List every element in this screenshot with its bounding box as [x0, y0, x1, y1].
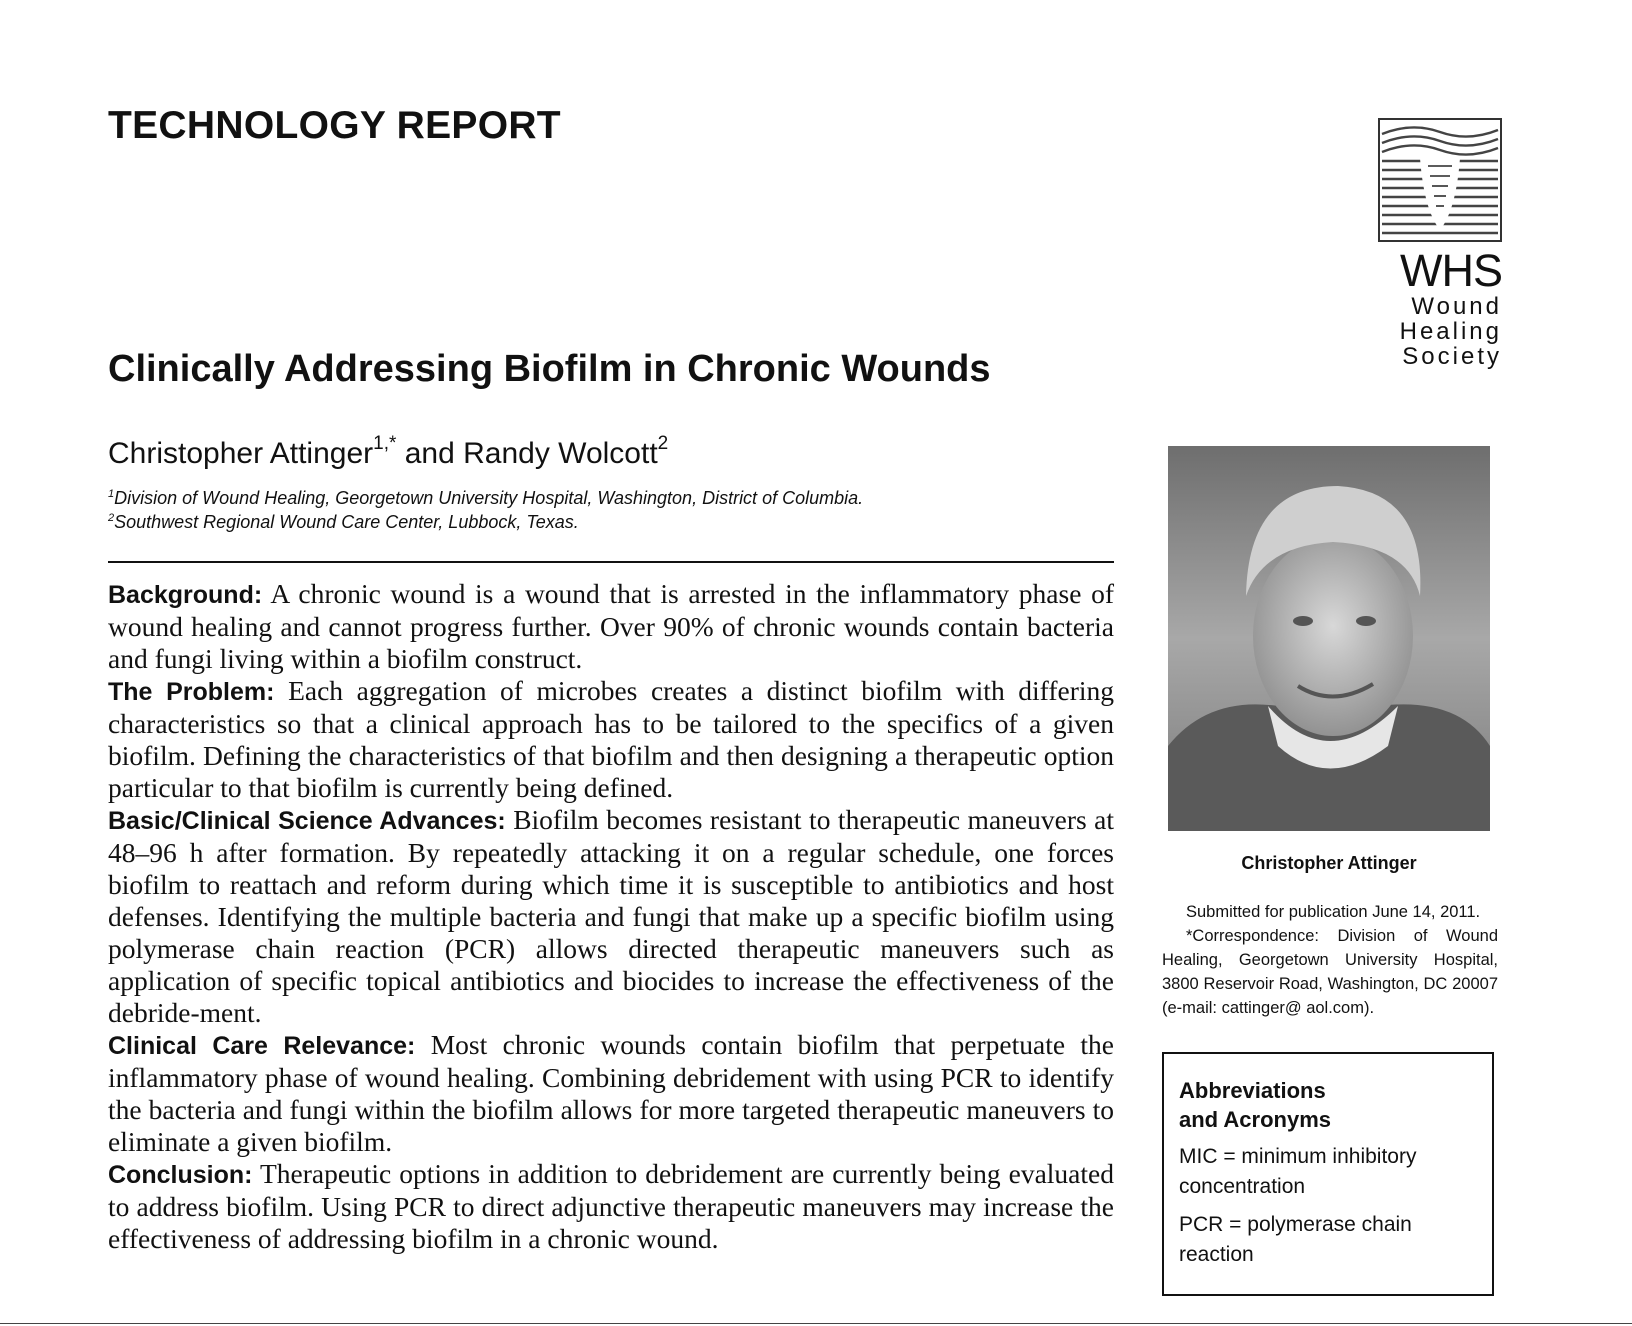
abstract [108, 578, 1114, 1255]
affiliation: $^2$Southwest Regional Wound Care Center, Lubbock, Texas. [108, 512, 579, 532]
author-photo [1168, 446, 1490, 831]
abstract-conclusion: Conclusion: Therapeutic options in addition to debridement are currently being evaluated to address biofilm. Using PCR to direct adjunctive therapeutic maneuvers may increase the effectiveness of addressing biofilm in a chronic wound. [108, 1158, 1114, 1254]
section-label: TECHNOLOGY REPORT [108, 104, 561, 147]
abstract-advances: Basic/Clinical Science Advances: Biofilm becomes resistant to therapeutic maneuvers at 48–96 h after formation. By repeatedly attacking it on a regular schedule, one forces biofilm to reattach and reform during which time it is susceptible to antibiotics and host defenses. Identifying the multiple bacteria and fungi that make up a specific biofilm using polymerase chain reaction (PCR) allows directed therapeutic maneuvers such as application of specific topical antibiotics and biocides to increase the effectiveness of the debride-ment. [108, 804, 1115, 1028]
logo-line-healing: Healing [1399, 318, 1502, 345]
abbreviations-title: Abbreviations and Acronyms [1179, 1078, 1332, 1132]
logo-line-society: Society [1402, 343, 1502, 370]
author-conjunction: and [396, 437, 464, 470]
correspondence-note [1162, 900, 1498, 1020]
abbreviations-box [1162, 1052, 1494, 1296]
correspondence-address: *Correspondence: Division of Wound Healing, Georgetown University Hospital, 3800 Reservoir Road, Washington, DC 20007 (e-mail: cattinger@ aol.com). [1162, 927, 1498, 1017]
header-divider [108, 561, 1114, 563]
logo-acronym: WHS [1400, 245, 1502, 296]
abbreviation-item: MIC = minimum inhibitory concentration [1179, 1145, 1417, 1198]
abstract-relevance: Clinical Care Relevance: Most chronic wounds contain biofilm that perpetuate the inflammatory phase of wound healing. Combining debridement with using PCR to identify the bacteria and fungi within the biofilm allows for more targeted therapeutic maneuvers to eliminate a given biofilm. [108, 1029, 1115, 1157]
paper-title: Clinically Addressing Biofilm in Chronic Wounds [108, 348, 991, 390]
abstract-problem: The Problem: Each aggregation of microbes creates a distinct biofilm with differing characteristics so that a clinical approach has to be tailored to the specifics of a given biofilm. Defining the characteristics of that biofilm and then designing a therapeutic option particular to that biofilm is currently being defined. [108, 675, 1115, 803]
abstract-background: Background: A chronic wound is a wound that is arrested in the inflammatory phase of wound healing and cannot progress further. Over 90% of chronic wounds contain bacteria and fungi living within a biofilm construct. [108, 578, 1114, 674]
logo-line-wound: Wound [1411, 293, 1502, 320]
abbreviation-item: PCR = polymerase chain reaction [1179, 1213, 1412, 1266]
page-bottom-edge [0, 1323, 1632, 1324]
author-name: Randy Wolcott [463, 437, 658, 470]
author-affiliation-mark: 1,* [373, 433, 397, 454]
author-name: Christopher Attinger [108, 437, 374, 470]
submission-date: Submitted for publication June 14, 2011. [1186, 903, 1481, 921]
photo-caption: Christopher Attinger [1241, 853, 1417, 873]
author-affiliation-mark: 2 [657, 433, 669, 454]
society-logo [1378, 118, 1502, 369]
author-list [108, 433, 669, 471]
whs-wave-icon [1378, 118, 1502, 242]
affiliation: $^1$Division of Wound Healing, Georgetown University Hospital, Washington, District of Columbia. [108, 488, 864, 508]
